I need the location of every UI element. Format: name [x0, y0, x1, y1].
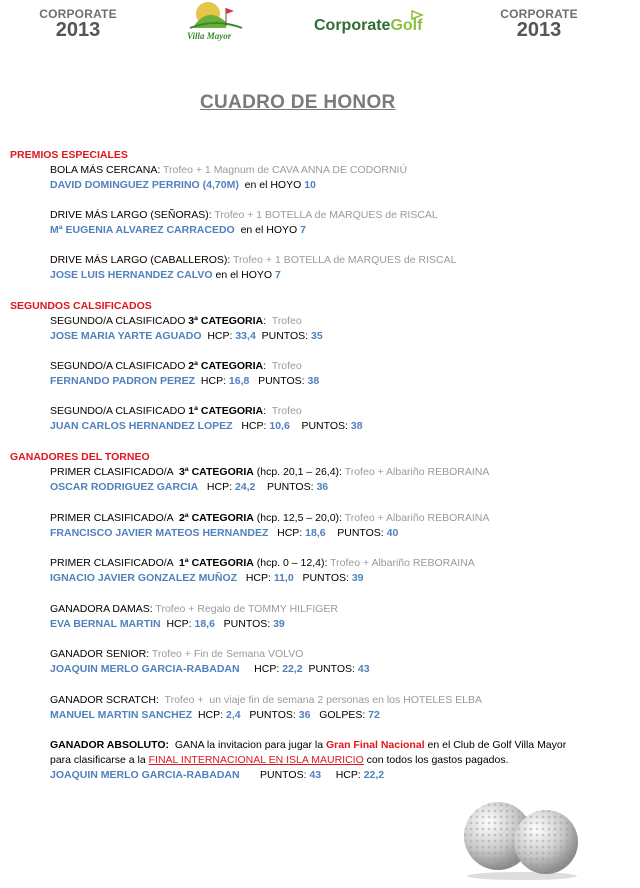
scratch-pts: 36: [298, 709, 311, 721]
drive-f-winner-line: [50, 224, 306, 237]
absoluto-t4: con todos los gastos pagados.: [363, 754, 509, 766]
senior-winner-line: [50, 663, 370, 676]
senior-prize: Trofeo + Fin de Semana VOLVO: [149, 648, 304, 660]
absoluto-t2: en el Club de Golf Villa Mayor: [424, 739, 567, 751]
pri2-pts-label: PUNTOS:: [325, 527, 387, 539]
seg3-line: [50, 315, 302, 328]
absoluto-pts-label: PUNTOS:: [239, 769, 310, 781]
pri2-hcp: 18,6: [305, 527, 326, 539]
pri2-prize: Trofeo + Albariño REBORAINA: [341, 512, 490, 524]
section-ganadores: GANADORES DEL TORNEO: [10, 451, 150, 463]
seg2-winner: FERNANDO PADRON PEREZ: [50, 375, 196, 387]
pri2-winner: FRANCISCO JAVIER MATEOS HERNANDEZ: [50, 527, 269, 539]
pri3-prize: Trofeo + Albariño REBORAINA: [341, 466, 490, 478]
pri1-hcp-label: HCP:: [237, 572, 274, 584]
corporate-golf-logo: [314, 17, 422, 35]
drive-m-winner-line: [50, 269, 281, 282]
seg2-line: [50, 360, 302, 373]
damas-pts: 39: [273, 618, 285, 630]
pri1-pts-label: PUNTOS:: [293, 572, 352, 584]
seg2-colon: :: [263, 360, 267, 372]
pri3-pre: PRIMER CLASIFICADO/A: [50, 466, 179, 478]
absoluto-t1: GANA la invitacion para jugar la: [169, 739, 326, 751]
pri2-line: [50, 512, 489, 525]
drive-m-winner: JOSE LUIS HERNANDEZ CALVO: [50, 269, 213, 281]
logo-left-line2: 2013: [55, 19, 101, 41]
absoluto-label: GANADOR ABSOLUTO:: [50, 739, 169, 751]
pri3-pts-label: PUNTOS:: [255, 481, 317, 493]
seg1-winner: JUAN CARLOS HERNANDEZ LOPEZ: [50, 420, 233, 432]
senior-pts: 43: [357, 663, 370, 675]
pri1-pts: 39: [351, 572, 364, 584]
pri3-hcp-label: HCP:: [198, 481, 235, 493]
pri2-pre: PRIMER CLASIFICADO/A: [50, 512, 179, 524]
bola-hoyo: en el HOYO: [238, 179, 305, 191]
seg1-pre: SEGUNDO/A CLASIFICADO: [50, 405, 189, 417]
seg1-prize: Trofeo: [266, 405, 302, 417]
drive-m-hoyo: en el HOYO: [212, 269, 276, 281]
corporate-golf-part2: Golf: [390, 17, 423, 34]
seg2-pts: 38: [307, 375, 320, 387]
logo-right-line1: CORPORATE: [500, 7, 578, 21]
scratch-prize: Trofeo + un viaje fin de semana 2 personas en los HOTELES ELBA: [158, 694, 482, 706]
page-title: CUADRO DE HONOR: [200, 92, 396, 113]
scratch-golpes: 72: [368, 709, 380, 721]
seg1-hcp-label: HCP:: [232, 420, 270, 432]
logo-right-line2: 2013: [516, 19, 562, 41]
bola-label: BOLA MÁS CERCANA:: [50, 164, 161, 176]
pri1-winner: IGNACIO JAVIER GONZALEZ MUÑOZ: [50, 572, 238, 584]
seg3-pre: SEGUNDO/A CLASIFICADO: [50, 315, 189, 327]
seg3-winner: JOSE MARIA YARTE AGUADO: [50, 330, 202, 342]
pri3-hcp-range: (hcp. 20,1 – 26,4):: [253, 466, 342, 478]
corporate-2013-logo-left: [36, 8, 120, 40]
pri1-hcp-range: (hcp. 0 – 12,4):: [253, 557, 328, 569]
pri3-hcp: 24,2: [234, 481, 256, 493]
seg1-line: [50, 405, 302, 418]
scratch-hcp-label: HCP:: [192, 709, 226, 721]
scratch-winner-line: [50, 709, 380, 722]
seg1-hcp: 10,6: [269, 420, 290, 432]
absoluto-line2: [50, 754, 509, 767]
pri1-hcp: 11,0: [273, 572, 294, 584]
seg3-hcp: 33,4: [235, 330, 256, 342]
senior-line: [50, 648, 303, 661]
seg1-pts-label: PUNTOS:: [289, 420, 351, 432]
scratch-line: [50, 694, 482, 707]
seg2-pre: SEGUNDO/A CLASIFICADO: [50, 360, 189, 372]
pri3-cat: 3ª CATEGORIA: [178, 466, 254, 478]
seg1-pts: 38: [350, 420, 363, 432]
pri1-pre: PRIMER CLASIFICADO/A: [50, 557, 179, 569]
seg1-cat: 1ª CATEGORIA: [188, 405, 264, 417]
damas-winner-line: [50, 618, 285, 631]
villa-mayor-text: Villa Mayor: [187, 31, 232, 41]
seg1-colon: :: [263, 405, 267, 417]
scratch-hcp: 2,4: [225, 709, 241, 721]
seg3-pts: 35: [311, 330, 323, 342]
corporate-2013-logo-right: [497, 8, 581, 40]
scratch-label: GANADOR SCRATCH:: [50, 694, 159, 706]
pri2-pts: 40: [386, 527, 399, 539]
damas-pts-label: PUNTOS:: [214, 618, 274, 630]
pri3-winner: OSCAR RODRIGUEZ GARCIA: [50, 481, 199, 493]
seg2-hcp: 16,8: [228, 375, 250, 387]
damas-prize: Trofeo + Regalo de TOMMY HILFIGER: [152, 603, 338, 615]
logo-left-line1: CORPORATE: [39, 7, 117, 21]
damas-winner: EVA BERNAL MARTIN: [50, 618, 161, 630]
scratch-pts-label: PUNTOS:: [240, 709, 299, 721]
seg3-colon: :: [263, 315, 267, 327]
senior-hcp: 22,2: [282, 663, 303, 675]
absoluto-winner-line: [50, 769, 384, 782]
section-segundos: SEGUNDOS CALSIFICADOS: [10, 300, 152, 312]
drive-m-label: DRIVE MÁS LARGO (CABALLEROS):: [50, 254, 231, 266]
seg3-pts-label: PUNTOS:: [255, 330, 312, 342]
seg3-hcp-label: HCP:: [201, 330, 236, 342]
seg3-prize: Trofeo: [266, 315, 302, 327]
senior-label: GANADOR SENIOR:: [50, 648, 150, 660]
drive-f-label: DRIVE MÁS LARGO (SEÑORAS):: [50, 209, 212, 221]
damas-line: [50, 603, 338, 616]
absoluto-t3: para clasificarse a la: [50, 754, 149, 766]
absoluto-hcp-label: HCP:: [321, 769, 364, 781]
drive-m-prize: Trofeo + 1 BOTELLA de MARQUES de RISCAL: [230, 254, 457, 266]
seg2-prize: Trofeo: [266, 360, 302, 372]
bola-prize: Trofeo + 1 Magnum de CAVA ANNA DE CODORNIÚ: [160, 164, 408, 176]
pri2-hcp-range: (hcp. 12,5 – 20,0):: [253, 512, 342, 524]
senior-winner: JOAQUIN MERLO GARCIA-RABADAN: [50, 663, 240, 675]
pri3-line: [50, 466, 489, 479]
scratch-winner: MANUEL MARTIN SANCHEZ: [50, 709, 193, 721]
pri3-winner-line: [50, 481, 328, 494]
absoluto-gran-final: Gran Final Nacional: [326, 739, 425, 751]
drive-f-prize: Trofeo + 1 BOTELLA de MARQUES de RISCAL: [211, 209, 438, 221]
bola-line: [50, 164, 407, 177]
absoluto-final-link[interactable]: FINAL INTERNACIONAL EN ISLA MAURICIO: [148, 754, 364, 766]
pri2-winner-line: [50, 527, 398, 540]
damas-hcp: 18,6: [194, 618, 215, 630]
pri2-hcp-label: HCP:: [268, 527, 306, 539]
pri3-pts: 36: [316, 481, 329, 493]
seg3-cat: 3ª CATEGORIA: [188, 315, 264, 327]
drive-f-hoyo: en el HOYO: [234, 224, 301, 236]
scratch-golpes-label: GOLPES:: [310, 709, 369, 721]
seg2-cat: 2ª CATEGORIA: [188, 360, 264, 372]
pri2-cat: 2ª CATEGORIA: [178, 512, 254, 524]
corporate-golf-part1: Corporate: [314, 17, 391, 34]
damas-label: GANADORA DAMAS:: [50, 603, 153, 615]
senior-pts-label: PUNTOS:: [302, 663, 358, 675]
seg2-pts-label: PUNTOS:: [249, 375, 308, 387]
pri1-winner-line: [50, 572, 364, 585]
bola-hoyo-num: 10: [304, 179, 316, 191]
drive-f-line: [50, 209, 438, 222]
seg2-winner-line: [50, 375, 319, 388]
drive-f-winner: Mª EUGENIA ALVAREZ CARRACEDO: [50, 224, 235, 236]
seg2-hcp-label: HCP:: [195, 375, 229, 387]
absoluto-winner: JOAQUIN MERLO GARCIA-RABADAN: [50, 769, 240, 781]
damas-hcp-label: HCP:: [160, 618, 195, 630]
bola-winner-line: [50, 179, 316, 192]
absoluto-pts: 43: [309, 769, 322, 781]
pri1-prize: Trofeo + Albariño REBORAINA: [327, 557, 475, 569]
senior-hcp-label: HCP:: [239, 663, 283, 675]
absoluto-line1: [50, 739, 566, 752]
golf-balls-image: [462, 796, 582, 880]
seg1-winner-line: [50, 420, 363, 433]
bola-winner: DAVID DOMINGUEZ PERRINO (4,70M): [50, 179, 239, 191]
pri1-cat: 1ª CATEGORIA: [178, 557, 254, 569]
seg3-winner-line: [50, 330, 323, 343]
drive-m-line: [50, 254, 456, 267]
flag-icon: [410, 10, 424, 24]
absoluto-hcp: 22,2: [363, 769, 385, 781]
section-premios-especiales: PREMIOS ESPECIALES: [10, 149, 128, 161]
drive-f-hoyo-num: 7: [300, 224, 306, 236]
drive-m-hoyo-num: 7: [275, 269, 281, 281]
pri1-line: [50, 557, 475, 570]
